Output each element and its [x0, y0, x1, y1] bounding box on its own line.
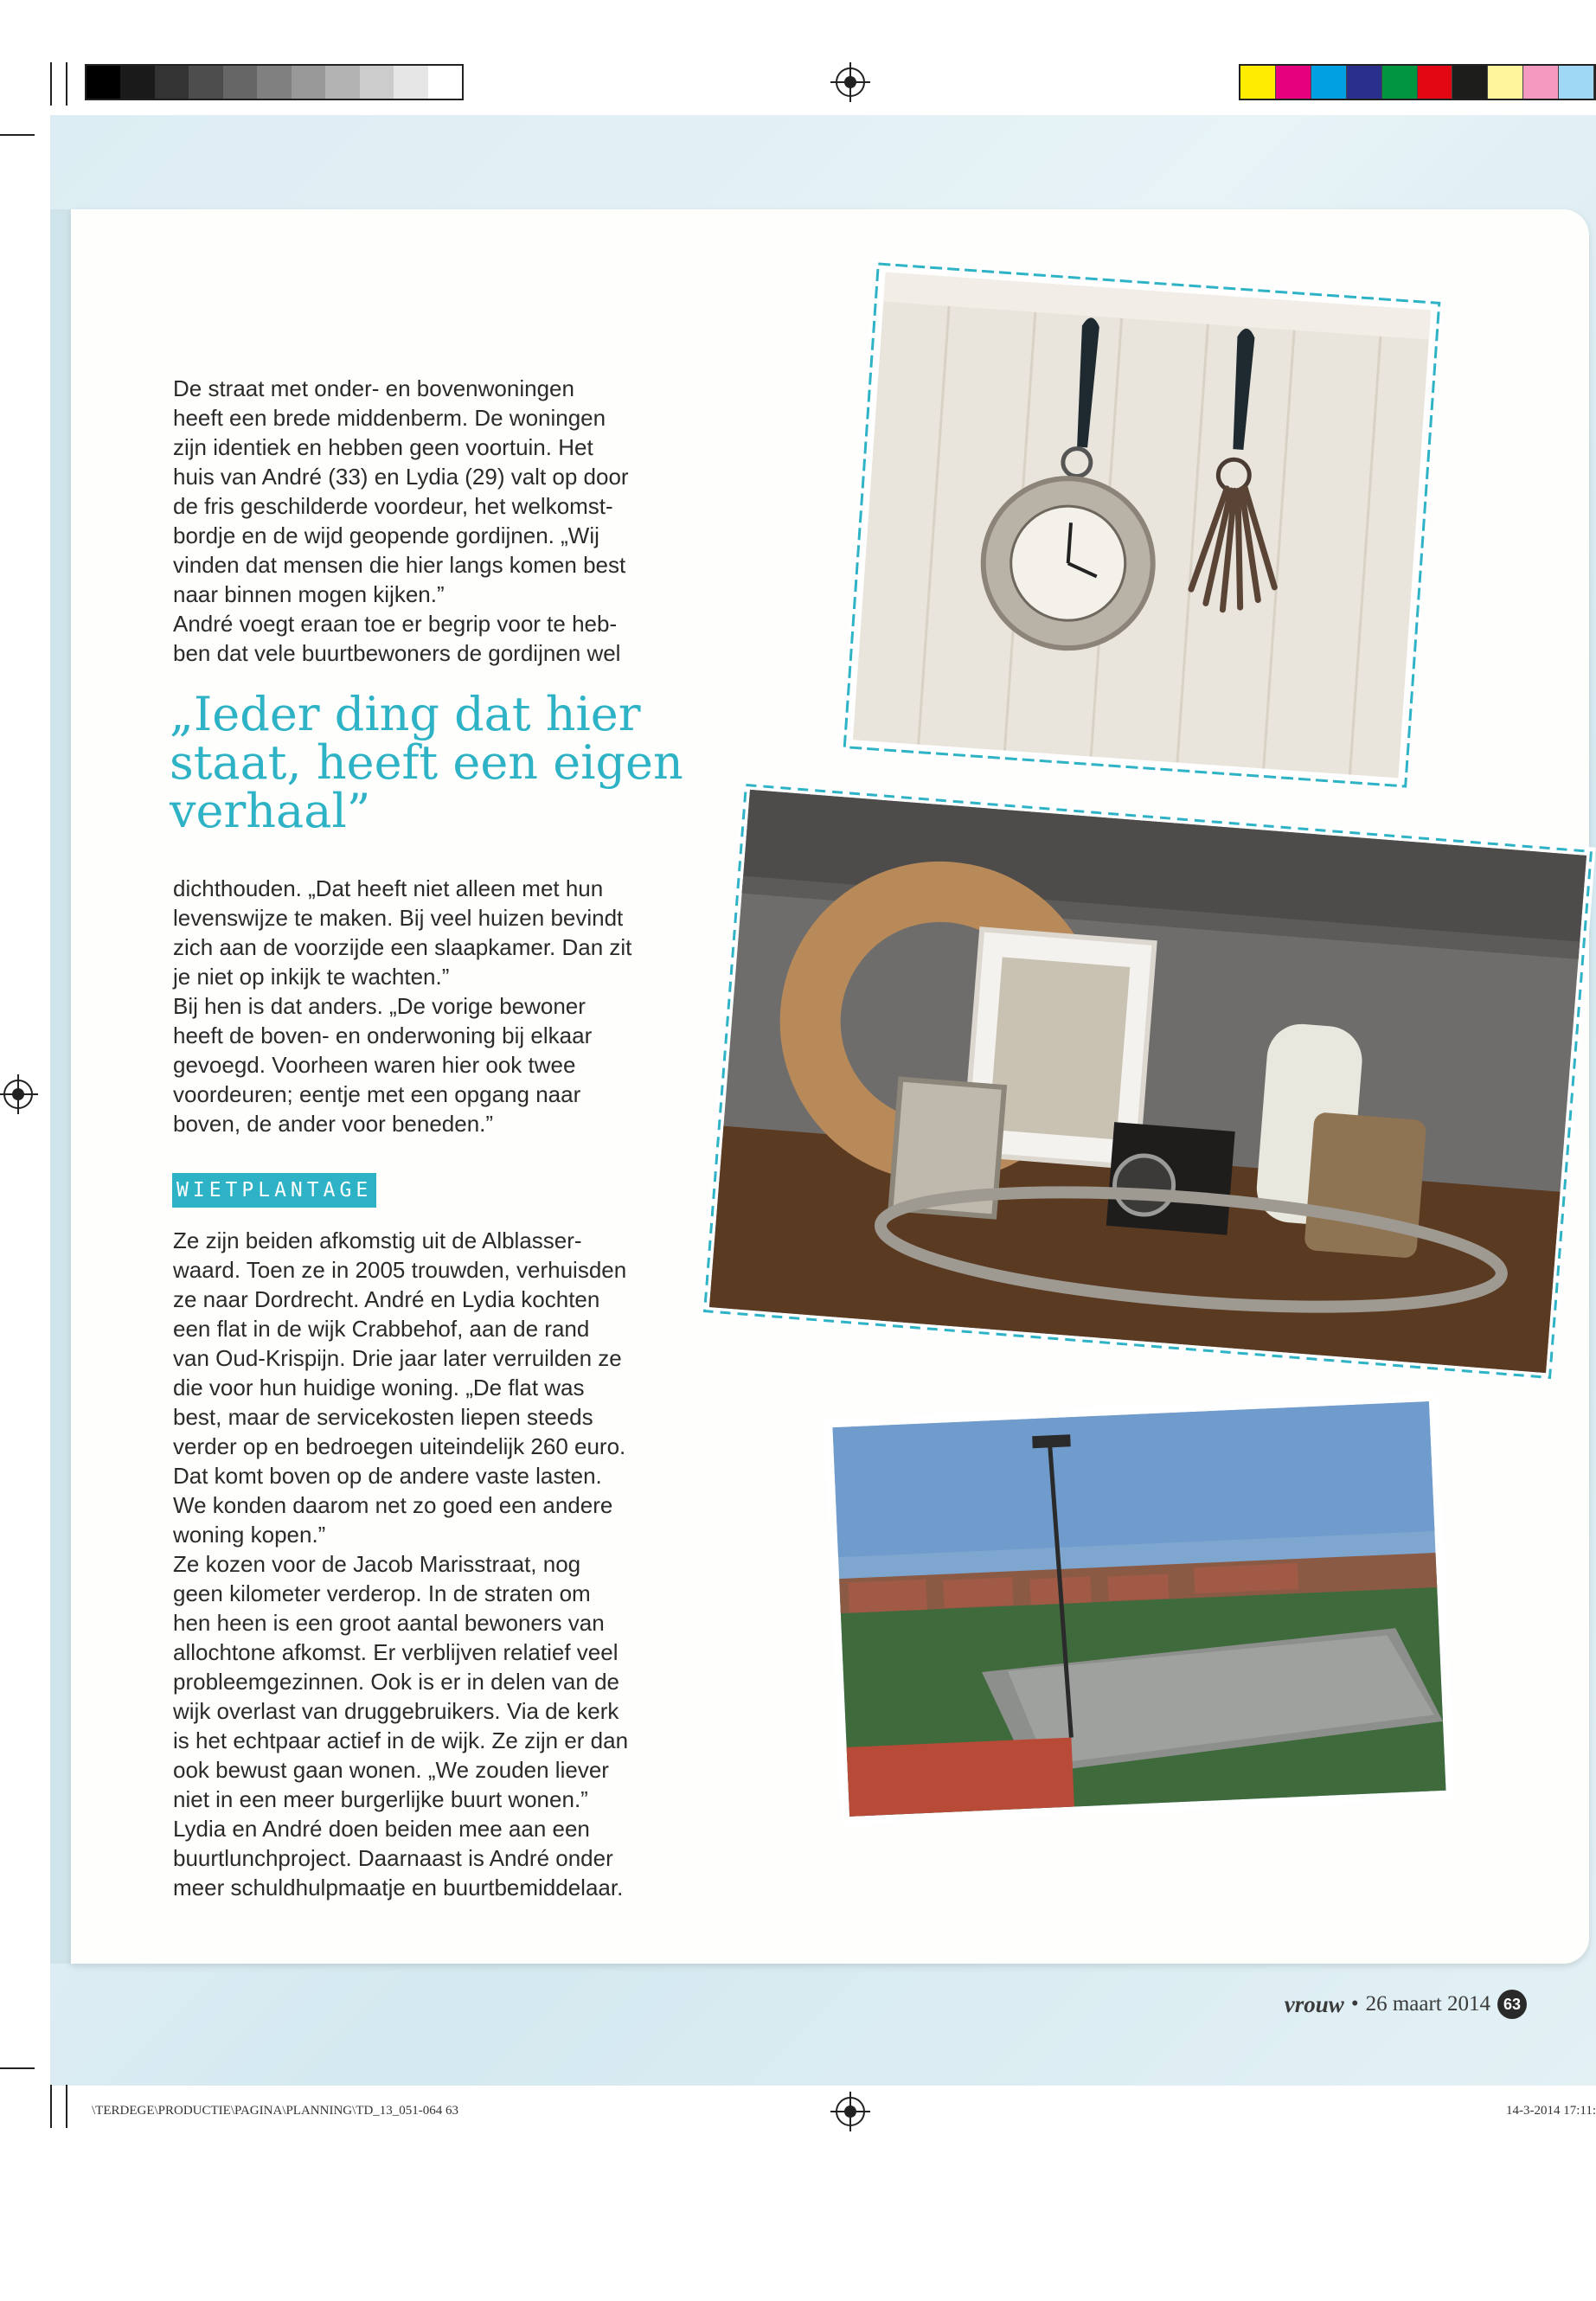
print-slug-timestamp: 14-3-2014 17:11: [1505, 2104, 1596, 2118]
crop-mark [66, 2085, 67, 2128]
footer-credit [1285, 1990, 1527, 2019]
pull-quote: „Ieder ding dat hier staat, heeft een eigen verhaal” [170, 687, 683, 838]
crop-mark [50, 62, 52, 106]
page-number: 63 [1497, 1990, 1527, 2019]
photo-clock-keys [840, 260, 1444, 792]
crop-mark [0, 134, 35, 136]
registration-mark-icon [836, 2097, 865, 2126]
registration-mark-icon [836, 67, 865, 97]
article-paragraph-1: De straat met onder- en bovenwoningen heeft een brede middenberm. De woningen zijn identiek en hebben geen voortuin. Het huis van André (33) en Lydia (29) valt op door de fris geschilderde voordeur, het welkomst- bordje en de wijd geopende gordijnen. „Wij vinden dat mensen die hier langs komen best naar binnen mogen kijken.” André voegt eraan toe er begrip voor te heb- ben dat vele buurtbewoners de gordijnen wel [173, 375, 629, 666]
page-left-edge [50, 209, 71, 1964]
photo-tray-still-life [700, 780, 1596, 1382]
crop-mark [0, 2067, 35, 2069]
article-paragraph-3: Ze zijn beiden afkomstig uit de Alblasser- waard. Toen ze in 2005 trouwden, verhuisden ze naar Dordrecht. André en Lydia kochten een flat in de wijk Crabbehof, aan de rand van Oud-Krispijn. Drie jaar later verruilden ze die voor hun huidige woning. „De flat was best, maar de servicekosten liepen steeds verder op en bedroegen uiteindelijk 260 euro. Dat komt boven op de andere vaste lasten. We konden daarom net zo goed een andere woning kopen.” Ze kozen voor de Jacob Marisstraat, nog geen kilometer verderop. In de straten om hen heen is een groot aantal bewoners van allochtone afkomst. Er verblijven relatief veel probleemgezinnen. Ook is er in delen van de wijk overlast van druggebruikers. Via de kerk is het echtpaar actief in de wijk. Ze zijn er dan ook bewust gaan wonen. „We zouden liever niet in een meer burgerlijke buurt wonen.” Lydia en André doen beiden mee aan een buurtlunchproject. Daarnaast is André onder meer schuldhulpmaatje en buurtbemiddelaar. [173, 1227, 629, 1900]
magazine-brand: vrouw [1284, 1990, 1344, 2017]
section-heading: WIETPLANTAGE [172, 1173, 376, 1208]
grayscale-calibration-strip [85, 64, 464, 100]
photo-neighbourhood [824, 1393, 1455, 1826]
registration-mark-icon [3, 1080, 33, 1109]
footer-separator: • [1350, 1992, 1359, 2016]
print-slug-path: \TERDEGE\PRODUCTIE\PAGINA\PLANNING\TD_13_051-064 63 [92, 2104, 459, 2118]
issue-date: 26 maart 2014 [1365, 1992, 1490, 2016]
color-calibration-strip [1239, 64, 1596, 100]
crop-mark [66, 62, 67, 106]
article-paragraph-2: dichthouden. „Dat heeft niet alleen met hun levenswijze te maken. Bij veel huizen bevindt zich aan de voorzijde een slaapkamer. Dan zit je niet op inkijk te wachten.” Bij hen is dat anders. „De vorige bewoner heeft de boven- en onderwoning bij elkaar gevoegd. Voorheen waren hier ook twee voordeuren; eentje met een opgang naar boven, de ander voor beneden.” [173, 875, 632, 1137]
crop-mark [50, 2085, 52, 2128]
